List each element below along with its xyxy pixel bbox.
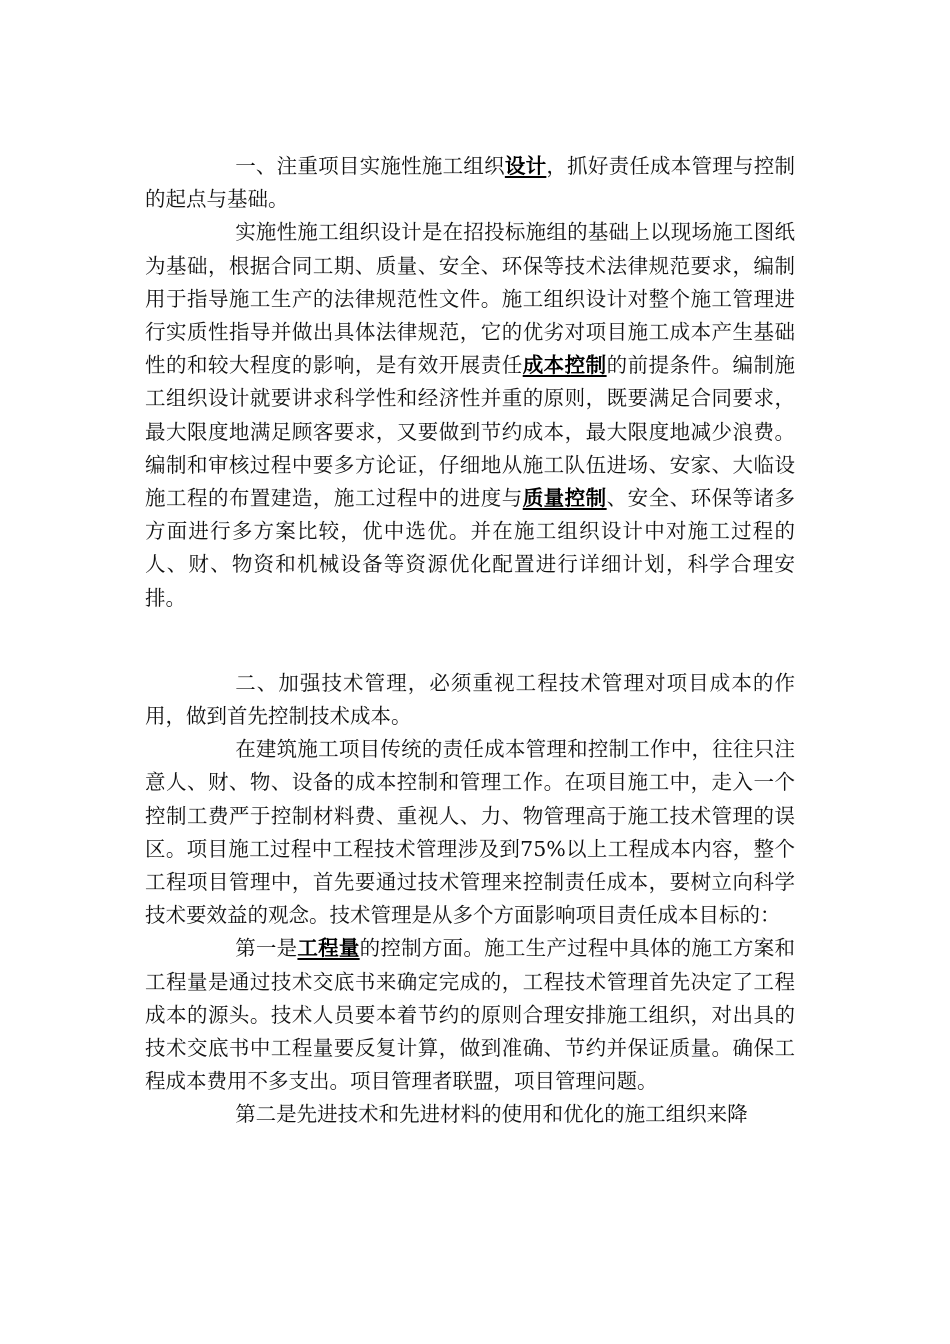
link-quality-control[interactable]: 质量控制	[522, 486, 607, 511]
section-gap	[145, 615, 795, 667]
section1-paragraph-part-a: 实施性施工组织设计是在招投标施组的基础上以现场施工图纸为基础，根据合同工期、质量、安全、环保等技术法律规范要求，编制用于指导施工生产的法律规范性文件。施工组织设计对整个施工管理进行实质性指导并做出具体法律规范，它的优劣对项目施工成本产生基础性的和较大程度的影响，是有效开展责任	[145, 220, 795, 378]
section1-heading-tail: ，抓好责任成本管理与控制的起点与基础。	[145, 154, 796, 212]
link-cost-control[interactable]: 成本控制	[522, 353, 607, 378]
section1-heading-text: 一、注重项目实施性施工组织	[235, 154, 505, 178]
section2-paragraph-2-part-a: 第一是	[235, 936, 298, 961]
section2-paragraph-1: 在建筑施工项目传统的责任成本管理和控制工作中，往往只注意人、财、物、设备的成本控制和管理工作。在项目施工中，走入一个控制工费严于控制材料费、重视人、力、物管理高于施工技术管理的误区。项目施工过程中工程技术管理涉及到75%以上工程成本内容，整个工程项目管理中，首先要通过技术管理来控制责任成本，要树立向科学技术要效益的观念。技术管理是从多个方面影响项目责任成本目标的：	[145, 737, 795, 928]
section1-paragraph-part-b: 的前提条件。编制施工组织设计就要讲求科学性和经济性并重的原则，既要满足合同要求，最大限度地满足顾客要求，又要做到节约成本，最大限度地减少浪费。编制和审核过程中要多方论证，仔细地从施工队伍进场、安家、大临设施工程的布置建造，施工过程中的进度与	[145, 353, 796, 511]
section2-paragraph-2	[145, 932, 795, 1098]
section2-paragraph-2-part-b: 的控制方面。施工生产过程中具体的施工方案和工程量是通过技术交底书来确定完成的，工程技术管理首先决定了工程成本的源头。技术人员要本着节约的原则合理安排施工组织，对出具的技术交底书中工程量要反复计算，做到准确、节约并保证质量。确保工程成本费用不多支出。项目管理者联盟，项目管理问题。	[145, 936, 796, 1094]
section2-paragraph-3: 第二是先进技术和先进材料的使用和优化的施工组织来降	[235, 1102, 748, 1127]
section1-paragraph-part-c: 、安全、环保等诸多方面进行多方案比较，优中选优。并在施工组织设计中对施工过程的人、财、物资和机械设备等资源优化配置进行详细计划，科学合理安排。	[145, 486, 796, 610]
link-quantity[interactable]: 工程量	[297, 936, 360, 961]
section2-heading: 二、加强技术管理，必须重视工程技术管理对项目成本的作用，做到首先控制技术成本。	[145, 670, 795, 729]
document-body	[145, 150, 795, 1132]
section1-paragraph	[145, 216, 795, 614]
section1-heading	[145, 150, 795, 216]
link-design[interactable]: 设计	[504, 154, 547, 178]
